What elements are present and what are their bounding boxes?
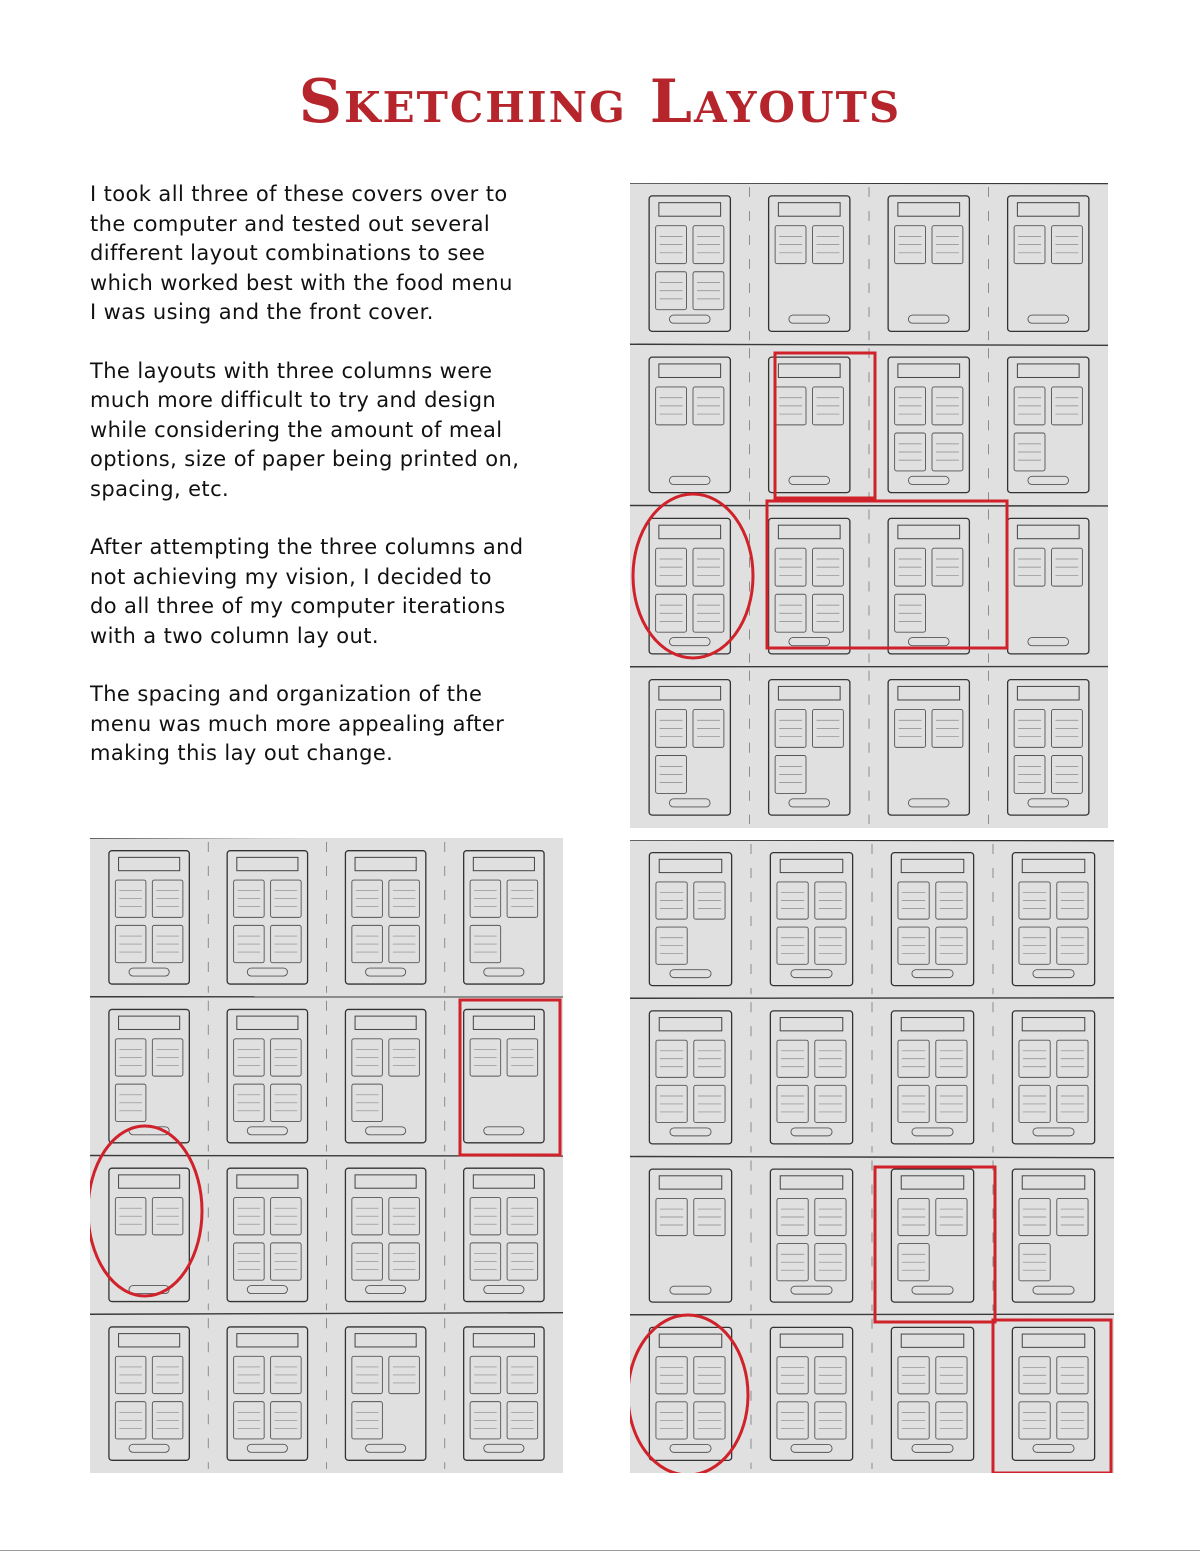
paragraph-2: The layouts with three columns were much more difficult to try and design while considering the amount of meal options, size of paper being printed on, spacing, etc. [90,358,520,501]
page-title: Sketching Layouts [298,67,902,137]
sketch-thumbnails-grid-2 [90,838,563,1473]
paragraph-3: After attempting the three columns and not achieving my vision, I decided to do all three of my computer iterations with a two column lay out. [90,535,524,648]
paragraph-1: I took all three of these covers over to the computer and tested out several different layout combinations to see which worked best with the food menu I was using and the front cover. [90,182,513,324]
sketch-thumbnails-grid-1 [630,183,1108,828]
description-text [90,180,590,798]
sketch-thumbnails-grid-3 [630,840,1114,1473]
bottom-divider [0,1550,1200,1551]
sketch-photo-bottom-left [90,838,563,1473]
sketch-photo-top-right [630,183,1108,828]
paragraph-4: The spacing and organization of the menu was much more appealing after making this lay out change. [90,682,505,765]
sketch-photo-bottom-right [630,840,1114,1473]
